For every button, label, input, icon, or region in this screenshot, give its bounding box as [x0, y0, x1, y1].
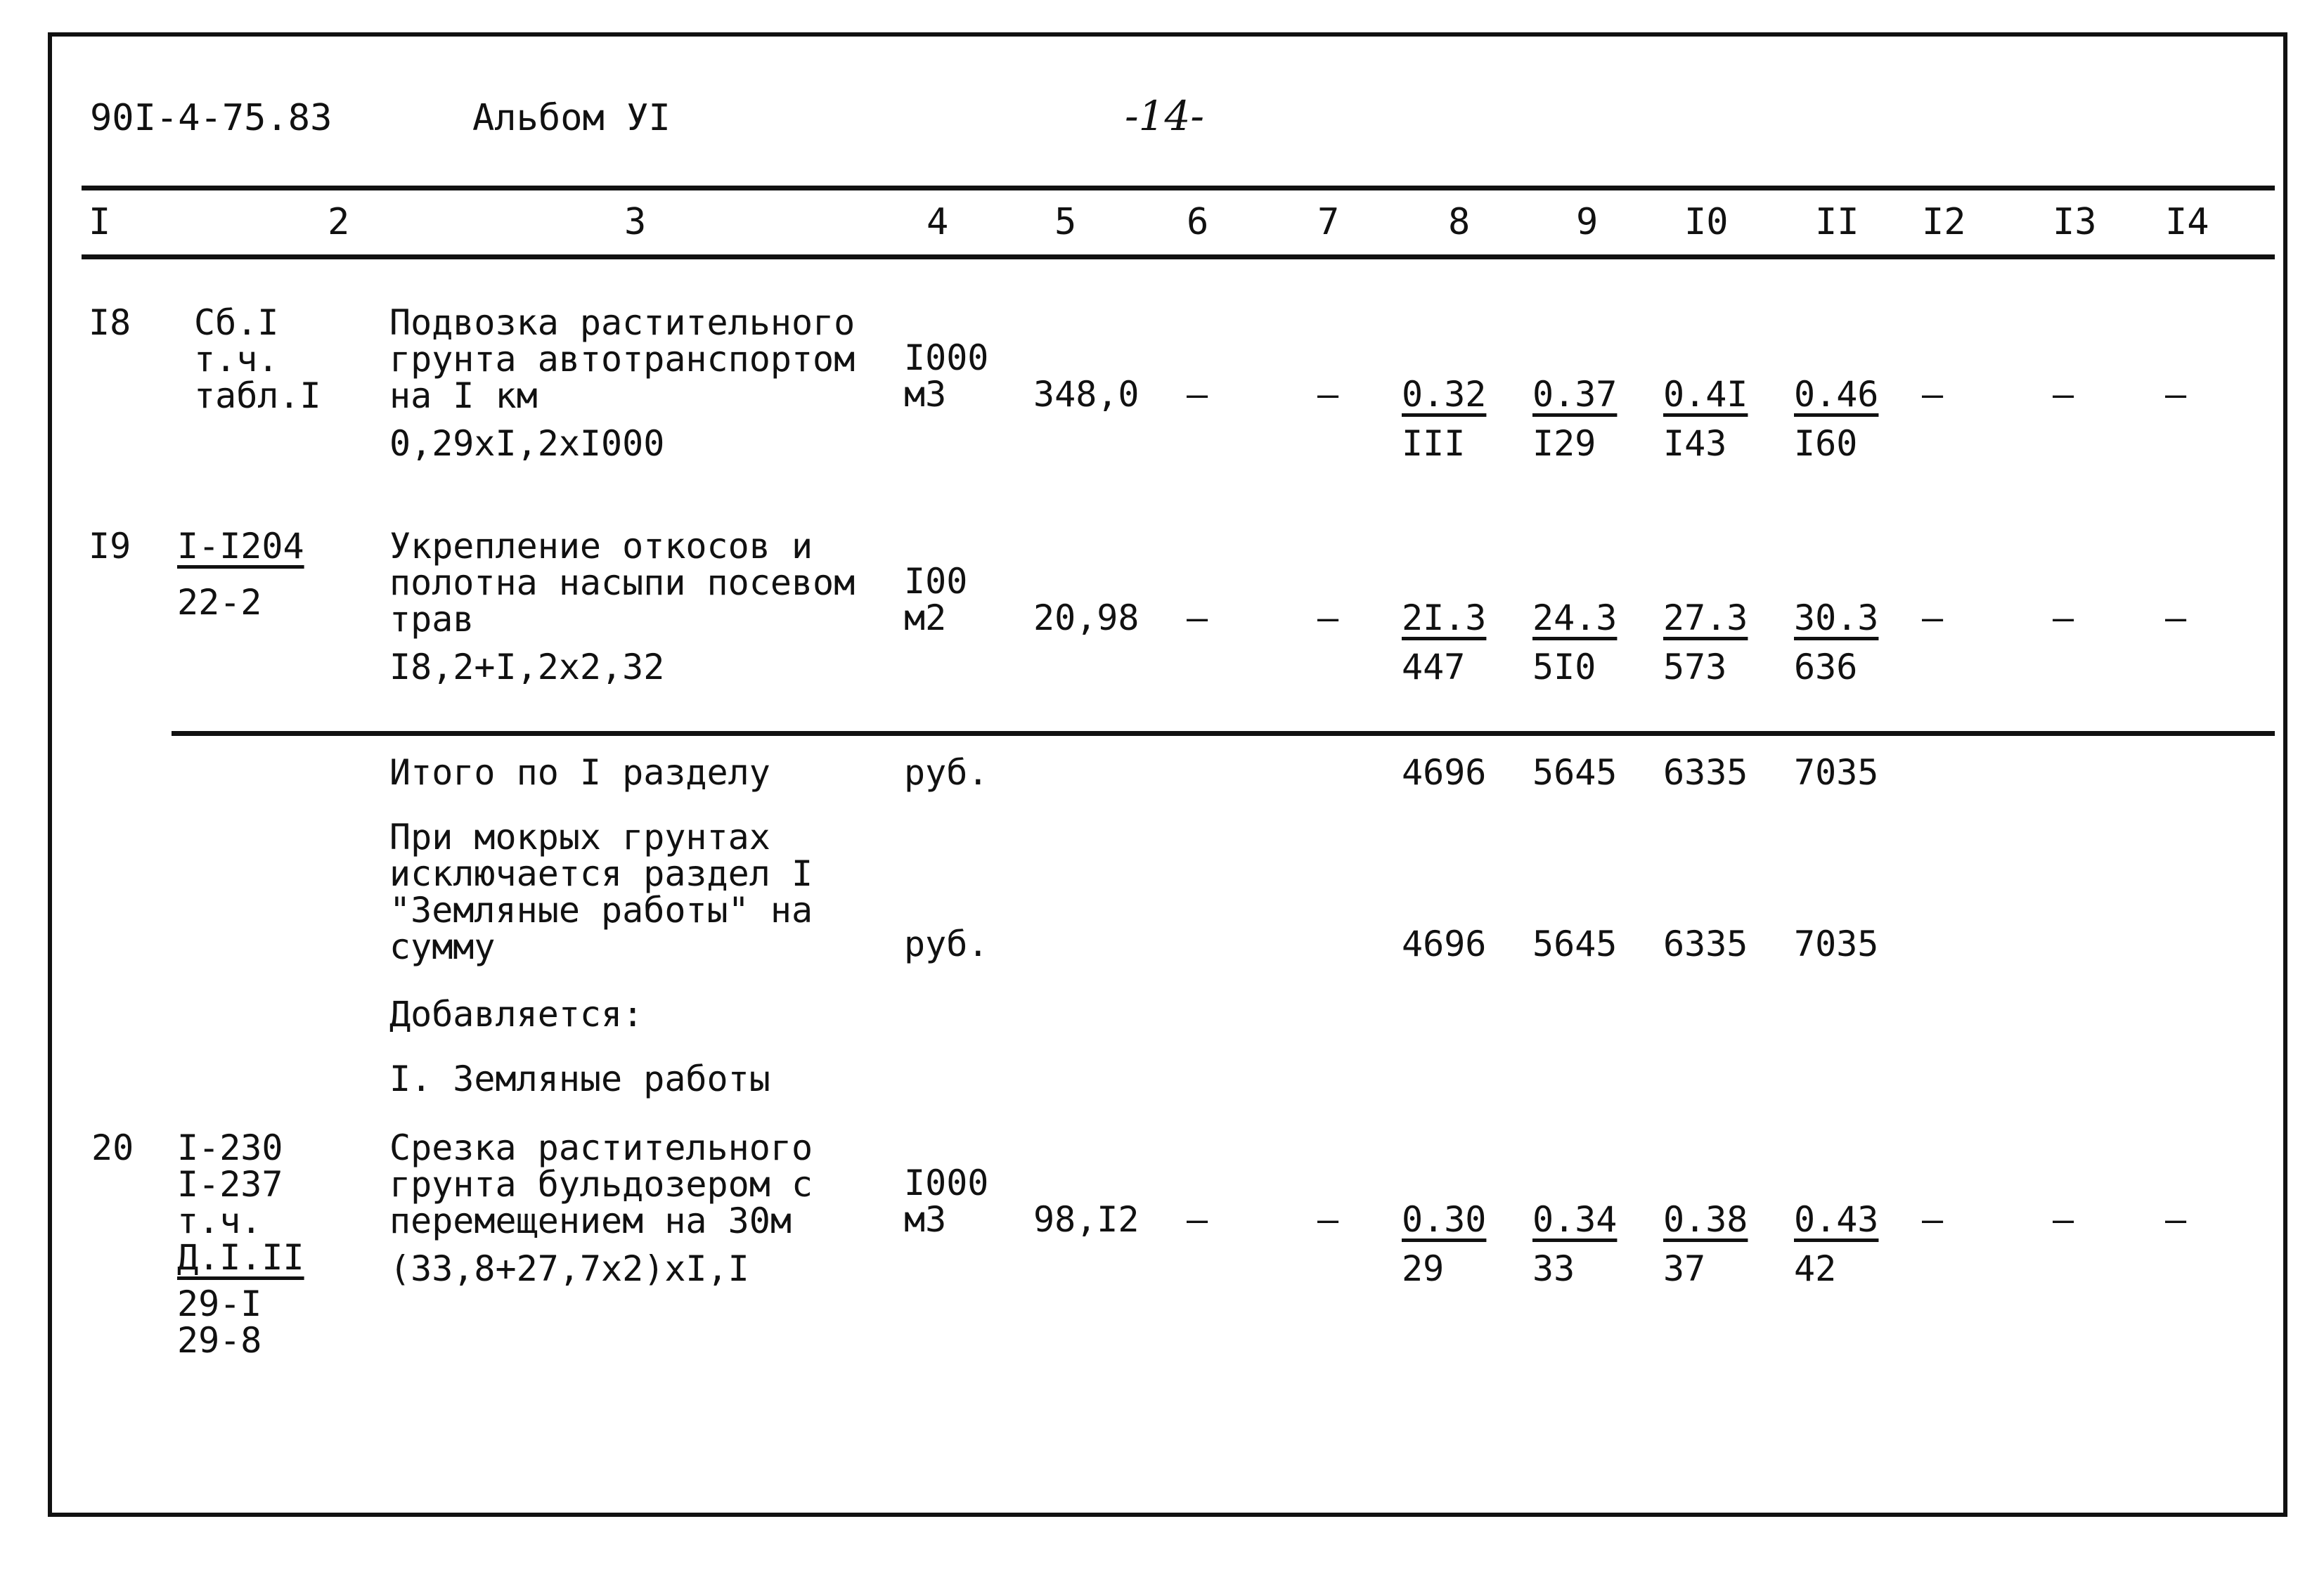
row-number: I8: [89, 302, 131, 343]
col-header-11: II: [1815, 201, 1859, 243]
album-label: Альбом УI: [472, 97, 671, 139]
note-value: 5645: [1532, 924, 1618, 964]
row-number: I9: [89, 526, 131, 567]
row-description-line: перемещением на 30м: [389, 1201, 792, 1241]
row-quantity: 348,0: [1033, 374, 1140, 415]
total-label: Итого по I разделу: [389, 752, 770, 793]
row-code-line: 29-8: [177, 1320, 262, 1361]
price-value: 30.3: [1794, 597, 1879, 638]
row-code-line: I-I204: [177, 526, 304, 567]
row-unit-line: м3: [904, 374, 947, 415]
col-header-3: 3: [624, 201, 647, 243]
cost-value: I60: [1794, 423, 1858, 464]
price-value: 0.37: [1532, 374, 1618, 415]
price-value: 0.32: [1402, 374, 1487, 415]
price-value: 0.4I: [1663, 374, 1748, 415]
row-quantity: 20,98: [1033, 597, 1140, 638]
cell-dash: –: [2053, 1199, 2074, 1240]
cost-value: 29: [1402, 1248, 1445, 1289]
cell-dash: –: [2053, 597, 2074, 638]
total-unit: руб.: [904, 752, 989, 793]
row-description-line: трав: [389, 599, 475, 640]
total-value: 7035: [1794, 752, 1879, 793]
added-label: Добавляется:: [389, 994, 644, 1035]
price-value: 0.46: [1794, 374, 1879, 415]
col-header-14: I4: [2165, 201, 2209, 243]
note-line: сумму: [389, 926, 496, 967]
price-value: 0.43: [1794, 1199, 1879, 1240]
header-rule-top: [82, 186, 2275, 190]
note-line: При мокрых грунтах: [389, 817, 770, 858]
row-formula: (33,8+27,7x2)xI,I: [389, 1248, 749, 1289]
cell-dash: –: [2165, 597, 2187, 638]
cost-value: 573: [1663, 647, 1727, 687]
cost-value: 42: [1794, 1248, 1837, 1289]
row-description-line: грунта бульдозером с: [389, 1164, 813, 1205]
price-value: 0.34: [1532, 1199, 1618, 1240]
row-code-line: 29-I: [177, 1283, 262, 1324]
cell-dash: –: [1187, 1199, 1208, 1240]
cost-value: 447: [1402, 647, 1466, 687]
cell-dash: –: [2053, 374, 2074, 415]
page-number: -14-: [1125, 92, 1204, 140]
row-description-line: Срезка растительного: [389, 1127, 813, 1168]
price-value: 2I.3: [1402, 597, 1487, 638]
row-formula: 0,29xI,2xI000: [389, 423, 665, 464]
row-code-line: Д.I.II: [177, 1237, 304, 1278]
row-unit-line: м3: [904, 1199, 947, 1240]
row-unit-line: I00: [904, 561, 968, 602]
note-value: 7035: [1794, 924, 1879, 964]
row-unit-line: м2: [904, 597, 947, 638]
cost-value: 33: [1532, 1248, 1575, 1289]
col-header-2: 2: [328, 201, 350, 243]
row-code-line: I-237: [177, 1164, 283, 1205]
price-value: 0.30: [1402, 1199, 1487, 1240]
col-header-12: I2: [1922, 201, 1966, 243]
col-header-13: I3: [2053, 201, 2097, 243]
row-unit-line: I000: [904, 1163, 989, 1203]
row-formula: I8,2+I,2x2,32: [389, 647, 665, 687]
row-code-line: I-230: [177, 1127, 283, 1168]
cost-value: 5I0: [1532, 647, 1596, 687]
row-unit-line: I000: [904, 337, 989, 378]
col-header-4: 4: [927, 201, 949, 243]
col-header-6: 6: [1187, 201, 1209, 243]
row-description-line: Укрепление откосов и: [389, 526, 813, 567]
row-description-line: Подвозка растительного: [389, 302, 856, 343]
cell-dash: –: [1317, 597, 1339, 638]
cell-dash: –: [1922, 1199, 1944, 1240]
row-code-line: т.ч.: [194, 339, 279, 380]
row-code-line: 22-2: [177, 582, 262, 623]
cost-value: I29: [1532, 423, 1596, 464]
note-line: "Земляные работы" на: [389, 890, 813, 931]
row-number: 20: [91, 1127, 134, 1168]
col-header-1: I: [89, 201, 111, 243]
col-header-8: 8: [1448, 201, 1471, 243]
row-description-line: грунта автотранспортом: [389, 339, 856, 380]
section-divider: [172, 731, 2275, 736]
col-header-7: 7: [1317, 201, 1340, 243]
cell-dash: –: [1317, 1199, 1339, 1240]
total-value: 4696: [1402, 752, 1487, 793]
doc-code: 90I-4-75.83: [90, 97, 333, 139]
section-title: I. Земляные работы: [389, 1059, 770, 1099]
cell-dash: –: [1317, 374, 1339, 415]
cost-value: 636: [1794, 647, 1858, 687]
cell-dash: –: [1922, 597, 1944, 638]
row-code-line: Сб.I: [194, 302, 279, 343]
cell-dash: –: [1922, 374, 1944, 415]
row-description-line: полотна насыпи посевом: [389, 562, 856, 603]
col-header-10: I0: [1684, 201, 1729, 243]
note-value: 6335: [1663, 924, 1748, 964]
col-header-9: 9: [1576, 201, 1599, 243]
header-rule-bottom: [82, 254, 2275, 259]
price-value: 0.38: [1663, 1199, 1748, 1240]
col-header-5: 5: [1054, 201, 1077, 243]
cost-value: 37: [1663, 1248, 1706, 1289]
row-code-line: табл.I: [194, 375, 321, 416]
cost-value: III: [1402, 423, 1466, 464]
price-value: 27.3: [1663, 597, 1748, 638]
row-quantity: 98,I2: [1033, 1199, 1140, 1240]
cell-dash: –: [2165, 1199, 2187, 1240]
cell-dash: –: [1187, 597, 1208, 638]
cell-dash: –: [2165, 374, 2187, 415]
row-code-line: т.ч.: [177, 1201, 262, 1241]
note-line: исключается раздел I: [389, 853, 813, 894]
cost-value: I43: [1663, 423, 1727, 464]
note-unit: руб.: [904, 924, 989, 964]
total-value: 6335: [1663, 752, 1748, 793]
price-value: 24.3: [1532, 597, 1618, 638]
note-value: 4696: [1402, 924, 1487, 964]
total-value: 5645: [1532, 752, 1618, 793]
cell-dash: –: [1187, 374, 1208, 415]
row-description-line: на I км: [389, 375, 538, 416]
